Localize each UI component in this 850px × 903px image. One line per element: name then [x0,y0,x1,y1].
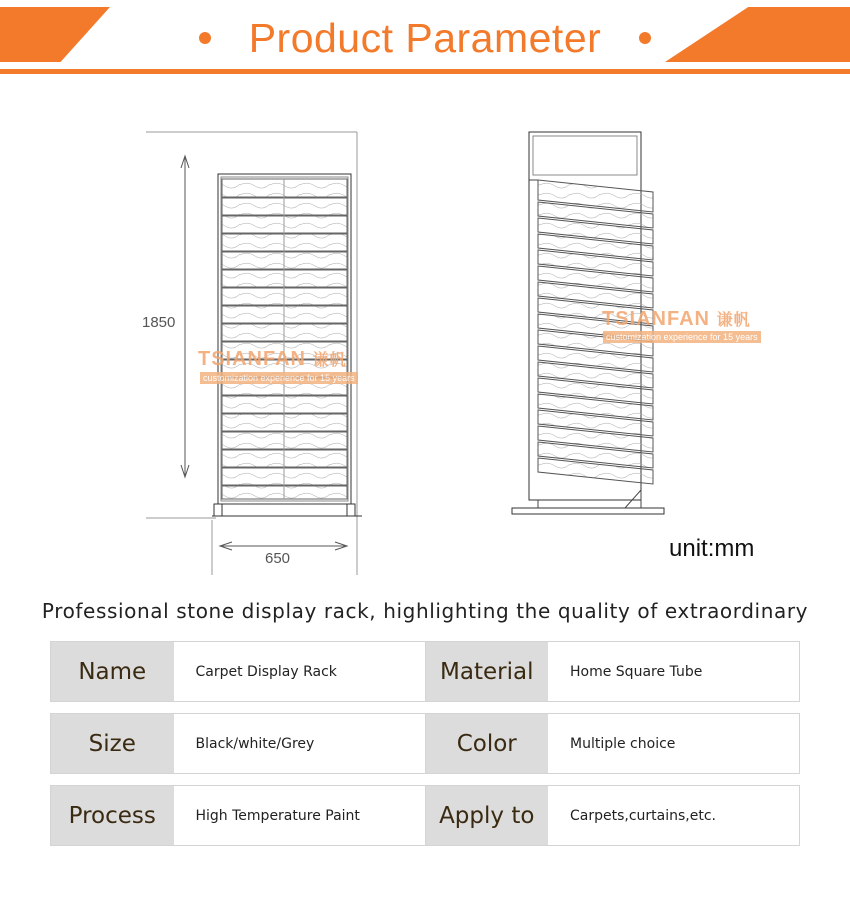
product-headline: Professional stone display rack, highlighting the quality of extraordinary [41,599,809,623]
spec-value: Home Square Tube [570,663,703,680]
bullet-dot-icon [639,32,651,44]
watermark-left [198,347,347,371]
watermark-tagline-right: customization experience for 15 years [603,331,761,343]
spec-label: Size [51,714,174,773]
banner-left-decoration [0,7,110,62]
spec-label: Color [425,714,549,773]
spec-value: Black/white/Grey [195,735,315,752]
page-title: Product Parameter [248,14,602,61]
watermark-tagline-left: customization experience for 15 years [200,372,358,384]
spec-label: Process [51,786,174,845]
watermark-brand-cn: 谦帆 [716,312,751,329]
banner-title-wrap [190,10,660,66]
spec-value: Multiple choice [570,735,676,752]
spec-table [50,641,800,857]
spec-label: Apply to [425,786,549,845]
header-banner [0,0,850,80]
spec-label: Material [425,642,549,701]
banner-right-decoration [665,7,850,62]
watermark-brand: TSIANFAN [198,348,306,370]
watermark-right [602,307,751,331]
banner-stripe [0,69,850,74]
spec-row [50,641,800,702]
unit-label: unit:mm [669,535,755,562]
height-dimension-label: 1850 [142,314,176,331]
spec-value: High Temperature Paint [195,807,360,824]
watermark-brand-cn: 谦帆 [312,352,347,369]
bullet-dot-icon [199,32,211,44]
watermark-brand: TSIANFAN [602,308,710,330]
spec-row [50,713,800,774]
spec-row [50,785,800,846]
spec-label: Name [51,642,174,701]
spec-value: Carpet Display Rack [195,663,337,680]
width-dimension-label: 650 [265,550,291,567]
product-drawing [0,80,850,590]
spec-value: Carpets,curtains,etc. [570,807,716,824]
